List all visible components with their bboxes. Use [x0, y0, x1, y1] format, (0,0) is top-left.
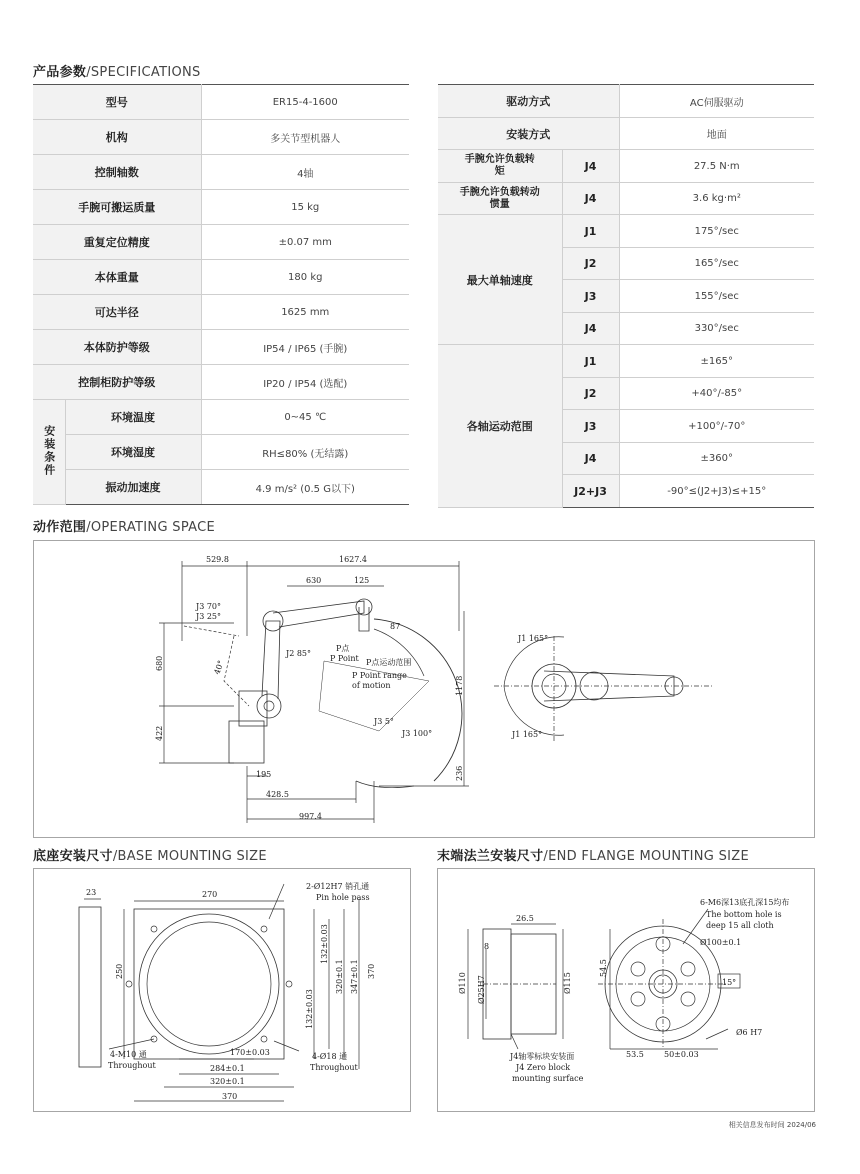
spec-title-zh: 产品参数: [33, 65, 87, 80]
dim-26: 26.5: [516, 914, 534, 923]
spec-value: 0~45 ℃: [201, 400, 409, 435]
spec-axis: J4: [562, 443, 619, 475]
spec-label: 重复定位精度: [33, 225, 201, 260]
spec-value: +100°/-70°: [619, 410, 814, 443]
spec-row: [33, 155, 409, 190]
dim-132-a: 132±0.03: [320, 924, 329, 964]
label-j3-70: J3 70°: [196, 602, 222, 611]
dim-284: 284±0.1: [210, 1064, 245, 1073]
spec-row: [33, 470, 409, 505]
dim-d25: Ø25H7: [477, 975, 486, 1004]
spec-label: 最大单轴速度: [438, 215, 562, 345]
operating-space-drawing: [34, 541, 814, 837]
spec-value: 15 kg: [201, 190, 409, 225]
label-m6-en1: The bottom hole is: [706, 910, 782, 919]
publish-date: 相关信息发布时间 2024/06: [728, 1121, 816, 1129]
spec-value: 155°/sec: [619, 280, 814, 313]
base-drawing-panel: [33, 868, 411, 1112]
flange-section-title: [437, 845, 749, 864]
spec-value: ±360°: [619, 443, 814, 475]
dim-53: 53.5: [626, 1050, 644, 1059]
spec-axis: J3: [562, 410, 619, 443]
spec-value: 175°/sec: [619, 215, 814, 248]
dim-54: 54.5: [599, 959, 608, 977]
spec-label: 可达半径: [33, 295, 201, 330]
spec-label: 环境湿度: [65, 435, 201, 470]
spec-label: 各轴运动范围: [438, 345, 562, 508]
spec-row: [33, 260, 409, 295]
spec-label: 型号: [33, 85, 201, 120]
dim-23: 23: [86, 888, 97, 897]
flange-mounting-drawing: [438, 869, 814, 1111]
spec-table-left: [33, 84, 409, 505]
spec-row: [33, 225, 409, 260]
spec-label: 振动加速度: [65, 470, 201, 505]
dim-1178: 1178: [455, 675, 464, 696]
dim-d115: Ø115: [563, 972, 572, 994]
base-section-title: [33, 845, 267, 864]
spec-label: 控制柜防护等级: [33, 365, 201, 400]
spec-axis: J4: [562, 183, 619, 215]
dim-236: 236: [455, 765, 464, 781]
label-p-en: P Point: [330, 654, 359, 663]
spec-value: 27.5 N·m: [619, 150, 814, 183]
operating-drawing-panel: [33, 540, 815, 838]
spec-title-en: /SPECIFICATIONS: [86, 65, 201, 80]
dim-15deg: 15°: [722, 978, 737, 987]
label-j3-25: J3 25°: [196, 612, 222, 621]
dim-630: 630: [306, 576, 322, 585]
dim-250: 250: [115, 963, 124, 979]
spec-row: [33, 365, 409, 400]
spec-value: 165°/sec: [619, 248, 814, 280]
spec-label: 手腕允许负载转动惯量: [438, 183, 562, 215]
spec-value: 1625 mm: [201, 295, 409, 330]
spec-value: -90°≤(J2+J3)≤+15°: [619, 475, 814, 508]
spec-axis: J2: [562, 378, 619, 410]
dim-428: 428.5: [266, 790, 289, 799]
flange-drawing-panel: [437, 868, 815, 1112]
dim-170: 170±0.03: [230, 1048, 270, 1057]
label-40: 40°: [212, 659, 226, 676]
label-range-en2: of motion: [352, 681, 391, 690]
spec-row: [33, 400, 409, 435]
spec-table-right: [438, 84, 814, 508]
spec-value: IP54 / IP65 (手腕): [201, 330, 409, 365]
spec-row: [33, 120, 409, 155]
spec-value: ±0.07 mm: [201, 225, 409, 260]
spec-value: 330°/sec: [619, 313, 814, 345]
dim-125: 125: [354, 576, 370, 585]
install-conditions-label: [33, 400, 65, 505]
spec-label: 控制轴数: [33, 155, 201, 190]
label-d18-en: Throughout: [310, 1063, 358, 1072]
spec-row: [33, 85, 409, 120]
dim-1627: 1627.4: [339, 555, 367, 564]
base-title-zh: 底座安装尺寸: [33, 849, 113, 864]
install-group-text: 安装条件: [42, 424, 56, 477]
spec-axis: J2+J3: [562, 475, 619, 508]
spec-section-title: [33, 61, 201, 80]
operating-dimension-labels: [155, 555, 548, 821]
spec-label: 本体重量: [33, 260, 201, 295]
spec-axis: J4: [562, 150, 619, 183]
spec-value: IP20 / IP54 (选配): [201, 365, 409, 400]
spec-label: 机构: [33, 120, 201, 155]
label-m6-zh: 6-M6深13底孔深15均布: [700, 898, 790, 907]
spec-value: 180 kg: [201, 260, 409, 295]
spec-value: +40°/-85°: [619, 378, 814, 410]
spec-axis: J4: [562, 313, 619, 345]
spec-value: 4.9 m/s² (0.5 G以下): [201, 470, 409, 505]
dim-50: 50±0.03: [664, 1050, 699, 1059]
label-d18-zh: 4-Ø18 通: [312, 1052, 348, 1061]
dim-d100: Ø100±0.1: [700, 938, 742, 947]
operating-section-title: [33, 516, 215, 535]
label-m6-en2: deep 15 all cloth: [706, 921, 774, 930]
spec-row: [438, 85, 814, 118]
spec-row: [33, 295, 409, 330]
dim-680: 680: [155, 655, 164, 671]
label-j3-5: J3 5°: [374, 717, 394, 726]
base-title-en: /BASE MOUNTING SIZE: [112, 849, 267, 864]
dim-320-h: 320±0.1: [210, 1077, 245, 1086]
flange-title-en: /END FLANGE MOUNTING SIZE: [543, 849, 750, 864]
label-pin-en: Pin hole pass: [316, 893, 370, 902]
label-j4-zh: J4轴零标块安装面: [510, 1052, 575, 1061]
label-p-zh: P点: [336, 644, 350, 653]
label-j1-top: J1 165°: [518, 634, 549, 643]
spec-value: ER15-4-1600: [201, 85, 409, 120]
label-pin-zh: 2-Ø12H7 销孔通: [306, 882, 370, 891]
spec-axis: J3: [562, 280, 619, 313]
spec-label: 手腕可搬运质量: [33, 190, 201, 225]
dim-132-b: 132±0.03: [305, 989, 314, 1029]
dim-87: 87: [390, 622, 401, 631]
base-dimension-labels: [86, 881, 376, 1101]
dim-347: 347±0.1: [350, 959, 359, 994]
spec-row: [33, 190, 409, 225]
spec-row: [33, 330, 409, 365]
flange-title-zh: 末端法兰安装尺寸: [437, 849, 544, 864]
spec-row: [438, 118, 814, 150]
dim-370-v: 370: [367, 963, 376, 979]
spec-label: 安装方式: [438, 118, 619, 150]
label-m10-zh: 4-M10 通: [110, 1050, 147, 1059]
dim-422: 422: [155, 725, 164, 741]
label-j4-en1: J4 Zero block: [516, 1063, 571, 1072]
label-j1-bot: J1 165°: [512, 730, 543, 739]
label-j3-100: J3 100°: [402, 729, 433, 738]
spec-value: 4轴: [201, 155, 409, 190]
spec-axis: J1: [562, 215, 619, 248]
spec-label: 环境温度: [65, 400, 201, 435]
dim-d6: Ø6 H7: [736, 1028, 763, 1037]
dim-195: 195: [256, 770, 272, 779]
spec-label: 手腕允许负载转矩: [438, 150, 562, 183]
operating-title-zh: 动作范围: [33, 520, 87, 535]
spec-value: AC伺服驱动: [619, 85, 814, 118]
dim-997: 997.4: [299, 812, 322, 821]
dim-529: 529.8: [206, 555, 229, 564]
dim-370-h: 370: [222, 1092, 238, 1101]
spec-row: [438, 150, 814, 183]
spec-value: 多关节型机器人: [201, 120, 409, 155]
label-range-zh: P点运动范围: [366, 658, 412, 667]
label-j2-85: J2 85°: [286, 649, 312, 658]
spec-label: 驱动方式: [438, 85, 619, 118]
spec-value: 地面: [619, 118, 814, 150]
spec-row: [438, 183, 814, 215]
spec-row: [33, 435, 409, 470]
label-range-en1: P Point range: [352, 671, 407, 680]
flange-dimension-labels: [458, 897, 789, 1083]
dim-8: 8: [484, 942, 490, 951]
spec-label: 本体防护等级: [33, 330, 201, 365]
operating-title-en: /OPERATING SPACE: [86, 520, 215, 535]
spec-value: RH≤80% (无结露): [201, 435, 409, 470]
spec-value: 3.6 kg·m²: [619, 183, 814, 215]
spec-row: [438, 215, 814, 248]
spec-axis: J2: [562, 248, 619, 280]
dim-270: 270: [202, 890, 218, 899]
dim-320-v: 320±0.1: [335, 959, 344, 994]
spec-axis: J1: [562, 345, 619, 378]
spec-row: [438, 345, 814, 378]
label-m10-en: Throughout: [108, 1061, 156, 1070]
dim-d110: Ø110: [458, 972, 467, 994]
base-mounting-drawing: [34, 869, 410, 1111]
label-j4-en2: mounting surface: [512, 1074, 584, 1083]
spec-value: ±165°: [619, 345, 814, 378]
